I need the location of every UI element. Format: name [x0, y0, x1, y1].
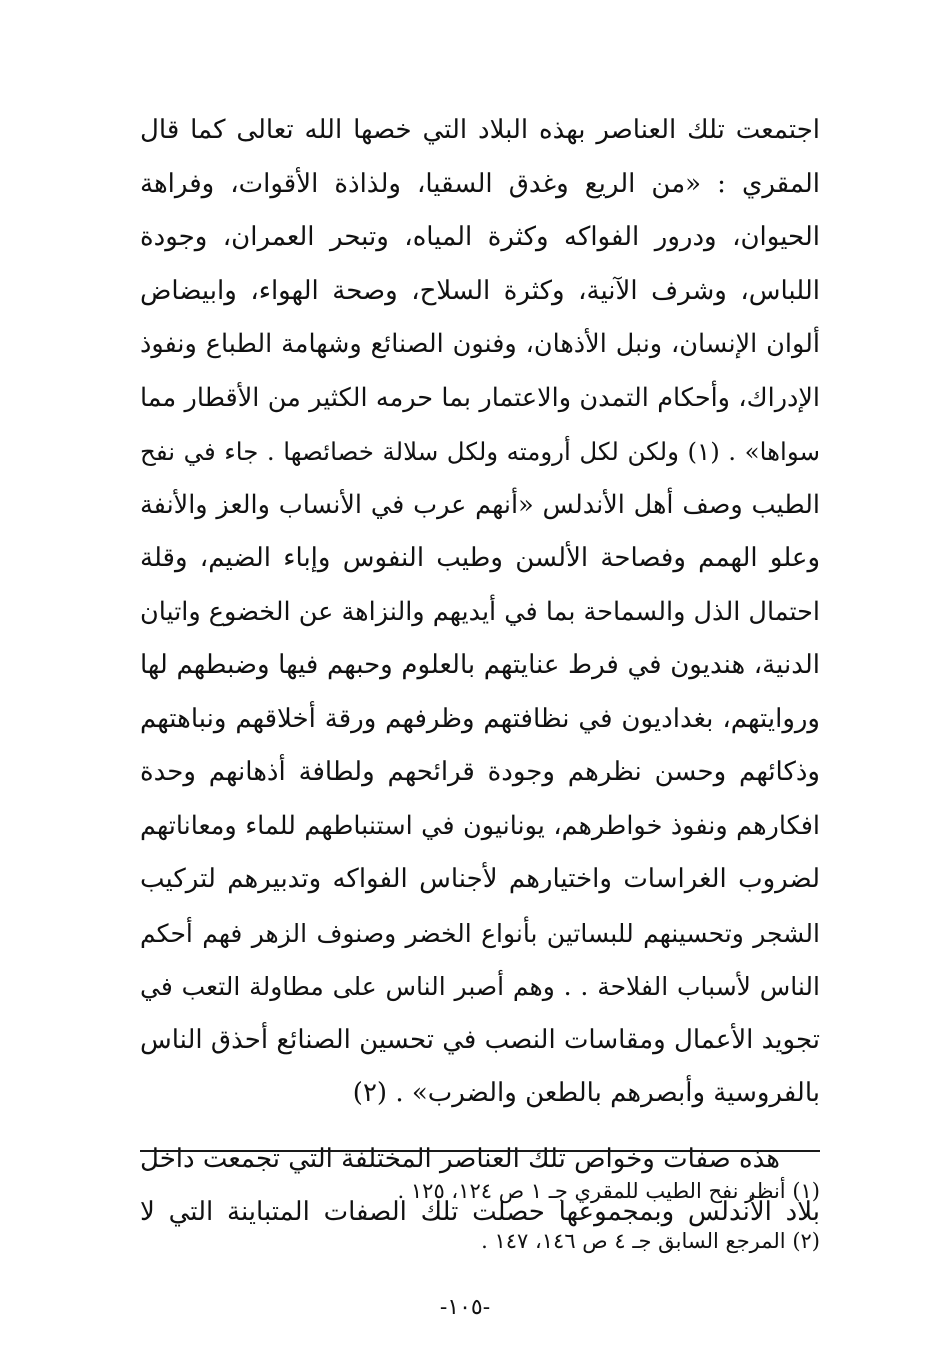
text-line: سواها» . (١) ولكن لكل أرومته ولكل سلالة خصائصها . جاء في نفح — [140, 437, 821, 466]
paragraph-1 — [140, 104, 820, 1121]
footnote-1: (١) أنظر نفح الطيب للمقري جـ ١ ص ١٢٤، ١٢٥ . — [397, 1179, 820, 1203]
text-line: وعلو الهمم وفصاحة الألسن وطيب النفوس وإباء الضيم، وقلة — [140, 543, 820, 573]
text-line: الإدراك، وأحكام التمدن والاعتمار بما حرمه الكثير من الأقطار مما — [140, 382, 820, 413]
text-line: احتمال الذل والسماحة بما في أيديهم والنزاهة عن الخضوع واتيان — [140, 596, 820, 627]
footnote-divider — [140, 1150, 820, 1152]
body-text — [140, 104, 820, 1240]
text-line: بالفروسية وأبصرهم بالطعن والضرب» . (٢) — [352, 1078, 820, 1108]
text-line: اللباس، وشرف الآنية، وكثرة السلاح، وصحة الهواء، وابيضاض — [140, 275, 820, 306]
text-line: الطيب وصف أهل الأندلس «أنهم عرب في الأنساب والعز والأنفة — [140, 489, 820, 520]
footnote-2: (٢) المرجع السابق جـ ٤ ص ١٤٦، ١٤٧ . — [481, 1229, 820, 1253]
text-line: افكارهم ونفوذ خواطرهم، يونانيون في استنباطهم للماء ومعاناتهم — [140, 810, 820, 841]
text-line: هذه صفات وخواص تلك العناصر المختلفة التي تجمعت داخل — [140, 1143, 780, 1174]
text-line: وذكائهم وحسن نظرهم وجودة قرائحهم ولطافة أذهانهم وحدة — [140, 757, 820, 787]
text-line: تجويد الأعمال ومقاسات النصب في تحسين الصنائع أحذق الناس — [140, 1024, 820, 1055]
text-line: الشجر وتحسينهم للبساتين بأنواع الخضر وصنوف الزهر فهم أحكم — [140, 918, 820, 948]
text-line: الدنية، هنديون في فرط عنايتهم بالعلوم وحبهم فيها وضبطهم لها — [140, 650, 820, 680]
text-line: بلاد الأندلس وبمجموعها حصلت تلك الصفات المتباينة التي لا — [140, 1197, 820, 1227]
footnotes — [140, 1166, 820, 1266]
text-line: المقري : «من الريع وغدق السقيا، ولذاذة الأقوات، وفراهة — [140, 168, 820, 199]
page-number: -١٠٥- — [439, 1295, 491, 1320]
text-line: ألوان الإنسان، ونبل الأذهان، وفنون الصنائع وشهامة الطباع ونفوذ — [140, 329, 820, 359]
text-line: الناس لأسباب الفلاحة . . وهم أصبر الناس على مطاولة التعب في — [140, 972, 820, 1001]
text-line: الحيوان، ودرور الفواكه وكثرة المياه، وتبحر العمران، وجودة — [140, 222, 820, 252]
text-line: اجتمعت تلك العناصر بهذه البلاد التي خصها الله تعالى كما قال — [140, 115, 820, 145]
text-line: وروايتهم، بغداديون في نظافتهم وظرفهم ورقة أخلاقهم ونباهتهم — [140, 703, 820, 734]
text-line: لضروب الغراسات واختيارهم لأجناس الفواكه وتدبيرهم لتركيب — [140, 864, 820, 894]
